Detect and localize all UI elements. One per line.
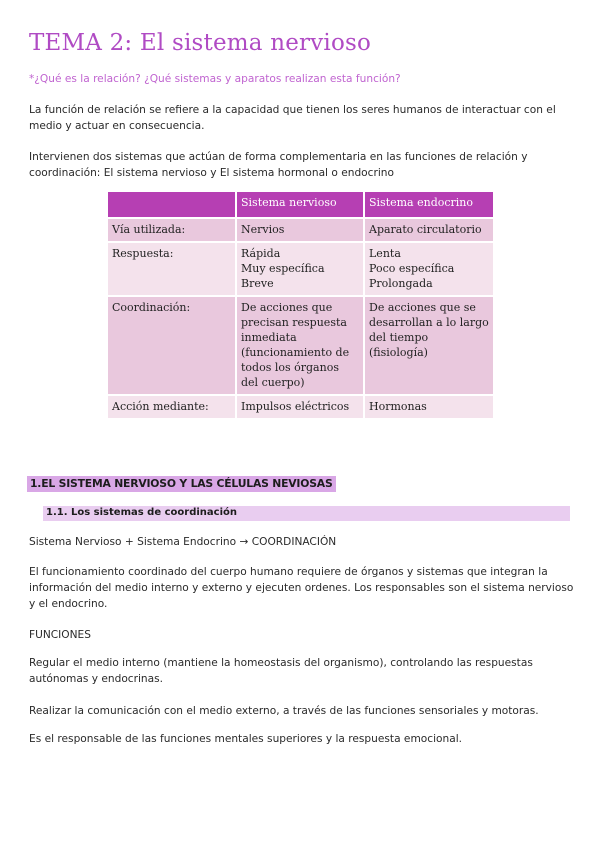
cell-line: Rápida [241,247,281,260]
intro-paragraph-2: Intervienen dos sistemas que actúan de forma complementaria en las funciones de relación y coordinación: El sistema nervioso y El sistema hormonal o endocrino [29,151,528,179]
cell-endocrino [364,242,493,296]
table-header-nervioso: Sistema nervioso [236,192,364,218]
row-label: Respuesta: [108,242,236,296]
cell-line: Poco específica [369,262,455,275]
funcion-item: Regular el medio interno (mantiene la homeostasis del organismo), controlando las respuestas autónomas y endocrinas. [29,657,533,685]
comparison-table [108,192,493,420]
body-paragraph: El funcionamiento coordinado del cuerpo humano requiere de órganos y sistemas que integran la información del medio interno y externo y ejecuten ordenes. Los responsables son el sistema nervioso y el endocrino. [29,566,574,610]
cell-endocrino: De acciones que se desarrollan a lo largo del tiempo (fisiología) [364,296,493,395]
guiding-question: *¿Qué es la relación? ¿Qué sistemas y aparatos realizan esta función? [29,73,401,85]
table-header-row [108,192,493,218]
table-row [108,218,493,242]
table-header-endocrino: Sistema endocrino [364,192,493,218]
cell-nervioso: De acciones que precisan respuesta inmediata (funcionamiento de todos los órganos del cuerpo) [236,296,364,395]
funcion-item: Es el responsable de las funciones mentales superiores y la respuesta emocional. [29,733,463,745]
page-title: TEMA 2: El sistema nervioso [29,30,372,56]
cell-line: Breve [241,277,274,290]
cell-endocrino: Aparato circulatorio [364,218,493,242]
cell-line: Lenta [369,247,401,260]
table-row [108,296,493,395]
table-row [108,395,493,419]
table-row [108,242,493,296]
row-label: Acción mediante: [108,395,236,419]
intro-paragraph-1: La función de relación se refiere a la capacidad que tienen los seres humanos de interactuar con el medio y actuar en consecuencia. [29,104,556,132]
cell-nervioso: Impulsos eléctricos [236,395,364,419]
cell-endocrino: Hormonas [364,395,493,419]
section-heading: 1.EL SISTEMA NERVIOSO Y LAS CÉLULAS NEVIOSAS [27,476,336,492]
row-label: Coordinación: [108,296,236,395]
table-header-empty [108,192,236,218]
cell-line: Muy específica [241,262,325,275]
cell-line: Prolongada [369,277,433,290]
cell-nervioso [236,242,364,296]
funciones-label: FUNCIONES [29,629,91,641]
subsection-heading: 1.1. Los sistemas de coordinación [46,507,237,518]
funcion-item: Realizar la comunicación con el medio externo, a través de las funciones sensoriales y motoras. [29,705,539,717]
cell-nervioso: Nervios [236,218,364,242]
row-label: Vía utilizada: [108,218,236,242]
coordination-formula: Sistema Nervioso + Sistema Endocrino → COORDINACIÓN [29,536,337,548]
